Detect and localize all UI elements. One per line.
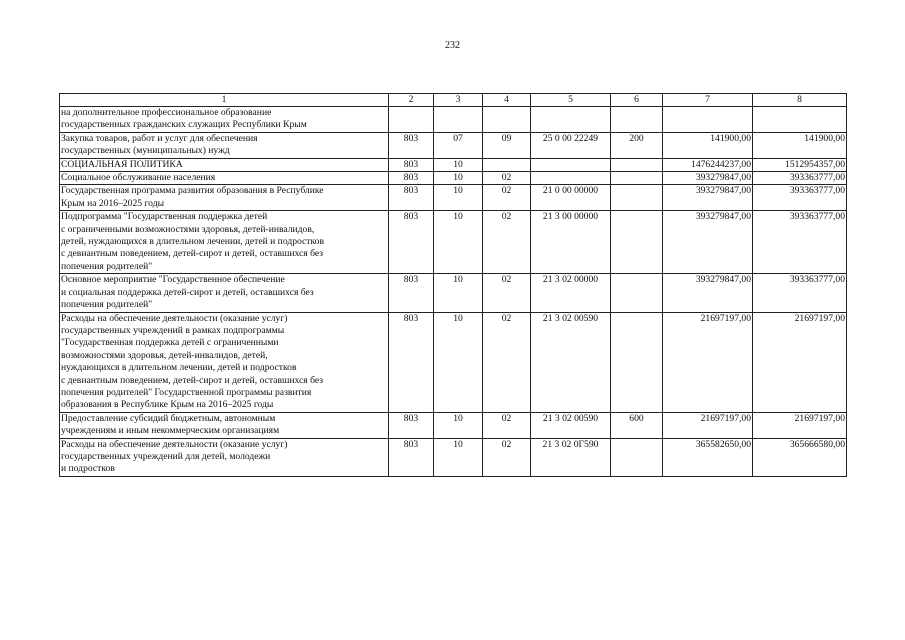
column-header: 8 bbox=[753, 94, 847, 107]
row-csr bbox=[531, 158, 611, 171]
row-pr: 02 bbox=[483, 185, 531, 211]
row-vr bbox=[611, 211, 663, 274]
row-rz: 10 bbox=[434, 274, 483, 312]
row-rz bbox=[434, 107, 483, 133]
row-csr: 21 3 02 0Г590 bbox=[531, 438, 611, 476]
row-rz: 10 bbox=[434, 438, 483, 476]
row-ved: 803 bbox=[389, 438, 434, 476]
row-name: Государственная программа развития образования в Республике Крым на 2016–2025 годы bbox=[60, 185, 389, 211]
row-rz: 10 bbox=[434, 312, 483, 412]
row-vr: 600 bbox=[611, 412, 663, 438]
row-name: Основное мероприятие "Государственное обеспечение и социальная поддержка детей-сирот и детей, оставшихся без попечения родителей" bbox=[60, 274, 389, 312]
row-pr: 09 bbox=[483, 132, 531, 158]
row-sum2: 393363777,00 bbox=[753, 211, 847, 274]
row-rz: 10 bbox=[434, 158, 483, 171]
row-vr bbox=[611, 312, 663, 412]
page-number: 232 bbox=[445, 40, 460, 51]
row-name: на дополнительное профессиональное образование государственных гражданских служащих Республики Крым bbox=[60, 107, 389, 133]
row-sum1: 365582650,00 bbox=[663, 438, 753, 476]
row-pr bbox=[483, 107, 531, 133]
row-csr bbox=[531, 107, 611, 133]
column-header: 7 bbox=[663, 94, 753, 107]
row-csr: 21 3 02 00000 bbox=[531, 274, 611, 312]
row-sum2: 21697197,00 bbox=[753, 412, 847, 438]
table-row bbox=[60, 438, 847, 476]
row-sum1: 21697197,00 bbox=[663, 312, 753, 412]
row-sum1: 1476244237,00 bbox=[663, 158, 753, 171]
table-row bbox=[60, 132, 847, 158]
header-row bbox=[60, 94, 847, 107]
table-row bbox=[60, 158, 847, 171]
row-name: Подпрограмма "Государственная поддержка детей с ограниченными возможностями здоровья, детей-инвалидов, детей, нуждающихся в длительном лечении, детей и подростков с девиантным поведением, детей-сирот и детей, оставшихся без попечения родителей" bbox=[60, 211, 389, 274]
row-ved: 803 bbox=[389, 412, 434, 438]
row-ved: 803 bbox=[389, 172, 434, 185]
table-row bbox=[60, 211, 847, 274]
row-name: Закупка товаров, работ и услуг для обеспечения государственных (муниципальных) нужд bbox=[60, 132, 389, 158]
row-pr bbox=[483, 158, 531, 171]
table-row bbox=[60, 312, 847, 412]
row-sum2: 21697197,00 bbox=[753, 312, 847, 412]
row-rz: 10 bbox=[434, 185, 483, 211]
row-sum1: 21697197,00 bbox=[663, 412, 753, 438]
row-vr: 200 bbox=[611, 132, 663, 158]
budget-table bbox=[59, 93, 847, 477]
row-csr: 21 3 02 00590 bbox=[531, 412, 611, 438]
row-sum2: 393363777,00 bbox=[753, 274, 847, 312]
row-csr bbox=[531, 172, 611, 185]
row-name: СОЦИАЛЬНАЯ ПОЛИТИКА bbox=[60, 158, 389, 171]
column-header: 4 bbox=[483, 94, 531, 107]
row-csr: 25 0 00 22249 bbox=[531, 132, 611, 158]
row-vr bbox=[611, 274, 663, 312]
row-sum2 bbox=[753, 107, 847, 133]
table-row bbox=[60, 274, 847, 312]
row-pr: 02 bbox=[483, 274, 531, 312]
row-name: Расходы на обеспечение деятельности (оказание услуг) государственных учреждений в рамках подпрограммы "Государственная поддержка детей с ограниченными возможностями здоровья, детей-инвалидов, детей, нуждающихся в длительном лечении, детей и подростков с девиантным поведением, детей-сирот и детей, оставшихся без попечения родителей" Государственной программы развития образования в Республике Крым на 2016–2025 годы bbox=[60, 312, 389, 412]
row-sum1: 393279847,00 bbox=[663, 185, 753, 211]
row-vr bbox=[611, 158, 663, 171]
row-name: Предоставление субсидий бюджетным, автономным учреждениям и иным некоммерческим организациям bbox=[60, 412, 389, 438]
row-name: Расходы на обеспечение деятельности (оказание услуг) государственных учреждений для детей, молодежи и подростков bbox=[60, 438, 389, 476]
row-vr bbox=[611, 185, 663, 211]
row-ved: 803 bbox=[389, 274, 434, 312]
row-csr: 21 3 02 00590 bbox=[531, 312, 611, 412]
row-sum2: 1512954357,00 bbox=[753, 158, 847, 171]
row-csr: 21 0 00 00000 bbox=[531, 185, 611, 211]
row-sum2: 141900,00 bbox=[753, 132, 847, 158]
row-sum1: 141900,00 bbox=[663, 132, 753, 158]
row-sum2: 365666580,00 bbox=[753, 438, 847, 476]
row-sum1: 393279847,00 bbox=[663, 211, 753, 274]
row-sum2: 393363777,00 bbox=[753, 172, 847, 185]
row-csr: 21 3 00 00000 bbox=[531, 211, 611, 274]
row-ved: 803 bbox=[389, 185, 434, 211]
column-header: 1 bbox=[60, 94, 389, 107]
row-sum1: 393279847,00 bbox=[663, 172, 753, 185]
table-row bbox=[60, 412, 847, 438]
row-ved bbox=[389, 107, 434, 133]
column-header: 3 bbox=[434, 94, 483, 107]
row-rz: 07 bbox=[434, 132, 483, 158]
row-sum1 bbox=[663, 107, 753, 133]
row-ved: 803 bbox=[389, 132, 434, 158]
row-name: Социальное обслуживание населения bbox=[60, 172, 389, 185]
row-rz: 10 bbox=[434, 172, 483, 185]
row-ved: 803 bbox=[389, 211, 434, 274]
row-pr: 02 bbox=[483, 312, 531, 412]
row-ved: 803 bbox=[389, 158, 434, 171]
row-sum2: 393363777,00 bbox=[753, 185, 847, 211]
table-row bbox=[60, 185, 847, 211]
column-header: 2 bbox=[389, 94, 434, 107]
row-vr bbox=[611, 107, 663, 133]
column-header: 5 bbox=[531, 94, 611, 107]
row-rz: 10 bbox=[434, 211, 483, 274]
row-pr: 02 bbox=[483, 211, 531, 274]
row-pr: 02 bbox=[483, 412, 531, 438]
row-vr bbox=[611, 172, 663, 185]
row-sum1: 393279847,00 bbox=[663, 274, 753, 312]
row-pr: 02 bbox=[483, 438, 531, 476]
row-vr bbox=[611, 438, 663, 476]
table-row bbox=[60, 107, 847, 133]
row-rz: 10 bbox=[434, 412, 483, 438]
column-header: 6 bbox=[611, 94, 663, 107]
row-ved: 803 bbox=[389, 312, 434, 412]
row-pr: 02 bbox=[483, 172, 531, 185]
table-row bbox=[60, 172, 847, 185]
